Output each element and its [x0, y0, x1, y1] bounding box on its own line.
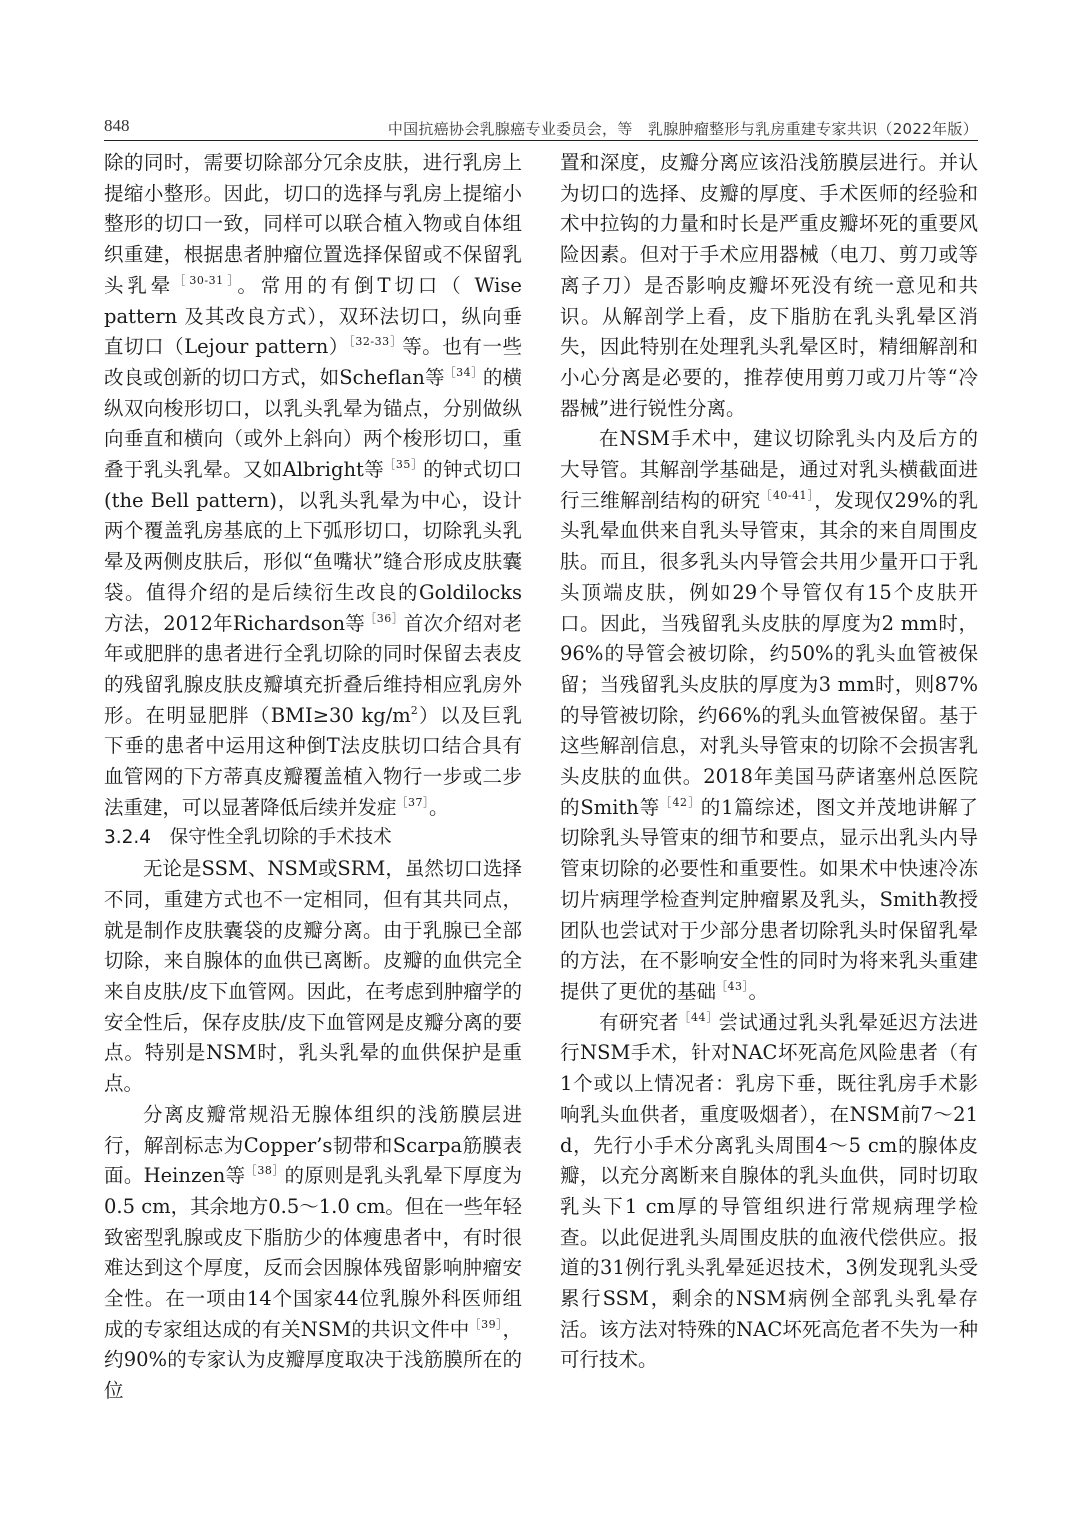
citation: ［42］	[660, 795, 701, 809]
page-number: 848	[104, 116, 130, 135]
citation: ［34］	[444, 365, 483, 379]
citation: ［38］	[245, 1164, 285, 1178]
text-run: 在NSM手术中，建议切除乳头内及后方的大导管。其解剖学基础是，通过对乳头横截面进行三维解剖结构的研究	[560, 427, 978, 512]
citation: ［43］	[716, 979, 749, 993]
text-run: 的原则是乳头乳晕下厚度为0.5 cm，其余地方0.5～1.0 cm。但在一些年轻致密型乳腺或皮下脂肪少的体瘦患者中，有时很难达到这个厚度，反而会因腺体残留影响肿瘤安全性。在一项由14个国家44位乳腺外科医师组成的专家组达成的有关NSM的共识文件中	[104, 1164, 522, 1341]
citation: ［39］	[469, 1317, 503, 1331]
text-run: 有研究者	[599, 1010, 679, 1034]
paragraph	[104, 1100, 522, 1407]
right-column	[560, 148, 978, 1376]
text-run: ，约90%的专家认为皮瓣厚度取决于浅筋膜所在的位	[104, 1317, 523, 1403]
citation: ［36］	[365, 611, 404, 625]
citation: ［35］	[384, 458, 424, 472]
text-run: 除的同时，需要切除部分冗余皮肤，进行乳房上提缩小整形。因此，切口的选择与乳房上提缩小整形的切口一致，同样可以联合植入物或自体组织重建，根据患者肿瘤位置选择保留或不保留乳头乳晕	[104, 151, 522, 297]
citation: ［37］	[396, 795, 430, 809]
paragraph	[560, 424, 978, 1007]
text-run: 的钟式切口(the Bell pattern)，以乳头乳晕为中心，设计两个覆盖乳房基底的上下弧形切口，切除乳头乳晕及两侧皮肤后，形似“鱼嘴状”缝合形成皮肤囊袋。值得介绍的是后续衍生改良的Goldilocks 方法，2012年Richardson等	[104, 458, 522, 635]
text-run: ，发现仅29%的乳头乳晕血供来自乳头导管束，其余的来自周围皮肤。而且，很多乳头内导管会共用少量开口于乳头顶端皮肤，例如29个导管仅有15个皮肤开口。因此，当残留乳头皮肤的厚度为2 mm时，96%的导管会被切除，约50%的乳头血管被保留；当残留乳头皮肤的厚度为3 mm时，则87%的导管被切除，约66%的乳头血管被保留。基于这些解剖信息，对乳头导管束的切除不会损害乳头皮肤的血供。2018年美国马萨诸塞州总医院的Smith等	[560, 488, 978, 819]
text-run: 分离皮瓣常规沿无腺体组织的浅筋膜层进行，解剖标志为Copper’s韧带和Scarpa筋膜表面。Heinzen等	[104, 1102, 522, 1188]
paragraph: 置和深度，皮瓣分离应该沿浅筋膜层进行。并认为切口的选择、皮瓣的厚度、手术医师的经验和术中拉钩的力量和时长是严重皮瓣坏死的重要风险因素。但对于手术应用器械（电刀、剪刀或等离子刀）是否影响皮瓣坏死没有统一意见和共识。从解剖学上看，皮下脂肪在乳头乳晕区消失，因此特别在处理乳头乳晕区时，精细解剖和小心分离是必要的，推荐使用剪刀或刀片等“冷器械”进行锐性分离。	[560, 151, 978, 420]
text-run: 。常用的有倒T切口（ Wise pattern 及其改良方式），双环法切口，纵向垂直切口（Lejour pattern）	[104, 273, 522, 359]
running-title: 中国抗癌协会乳腺癌专业委员会，等 乳腺肿瘤整形与乳房重建专家共识（2022年版）	[387, 120, 978, 138]
text-run: 。	[748, 979, 769, 1003]
paragraph	[560, 1008, 978, 1376]
superscript: 2	[410, 703, 418, 717]
left-column	[104, 148, 522, 1407]
section-heading: 3.2.4 保守性全乳切除的手术技术	[104, 827, 392, 849]
paragraph	[104, 148, 522, 823]
text-run: 的1篇综述，图文并茂地讲解了切除乳头导管束的细节和要点，显示出乳头内导管束切除的必要性和重要性。如果术中快速冷冻切片病理学检查判定肿瘤累及乳头，Smith教授团队也尝试对于少部分患者切除乳头时保留乳晕的方法，在不影响安全性的同时为将来乳头重建提供了更优的基础	[560, 795, 978, 1003]
text-run: 首次介绍对老年或肥胖的患者进行全乳切除的同时保留去表皮的残留乳腺皮肤皮瓣填充折叠后维持相应乳房外形。在明显肥胖（BMI≥30 kg/m	[104, 611, 522, 727]
running-header	[104, 112, 978, 141]
text-run: 。	[429, 795, 449, 819]
text-run: 尝试通过乳头乳晕延迟方法进行NSM手术，针对NAC坏死高危风险患者（有1个或以上情况者：乳房下垂，既往乳房手术影响乳头血供者，重度吸烟者），在NSM前7～21 d，先行小手术分离乳头周围4～5 cm的腺体皮瓣，以充分离断来自腺体的乳头血供，同时切取乳头下1 cm厚的导管组织进行常规病理学检查。以此促进乳头周围皮肤的血液代偿供应。报道的31例行乳头乳晕延迟技术，3例发现乳头受累行SSM，剩余的NSM病例全部乳头乳晕存活。该方法对特殊的NAC坏死高危者不失为一种可行技术。	[560, 1010, 978, 1372]
citation: ［40-41］	[760, 488, 815, 502]
citation: ［30-31］	[174, 273, 238, 287]
paragraph: 无论是SSM、NSM或SRM，虽然切口选择不同，重建方式也不一定相同，但有其共同点，就是制作皮肤囊袋的皮瓣分离。由于乳腺已全部切除，来自腺体的血供已离断。皮瓣的血供完全来自皮肤/皮下血管网。因此，在考虑到肿瘤学的安全性后，保存皮肤/皮下血管网是皮瓣分离的要点。特别是NSM时，乳头乳晕的血供保护是重点。	[104, 857, 522, 1096]
text-run: 的横纵双向梭形切口，以乳头乳晕为锚点，分别做纵向垂直和横向（或外上斜向）两个梭形切口，重叠于乳头乳晕。又如Albright等	[104, 365, 522, 482]
citation: ［32-33］	[348, 335, 403, 349]
text-run: ）以及巨乳下垂的患者中运用这种倒T法皮肤切口结合具有血管网的下方蒂真皮瓣覆盖植入物行一步或二步法重建，可以显著降低后续并发症	[104, 703, 522, 819]
text-run: 等。也有一些改良或创新的切口方式，如Scheflan等	[104, 335, 522, 389]
citation: ［44］	[679, 1010, 719, 1024]
